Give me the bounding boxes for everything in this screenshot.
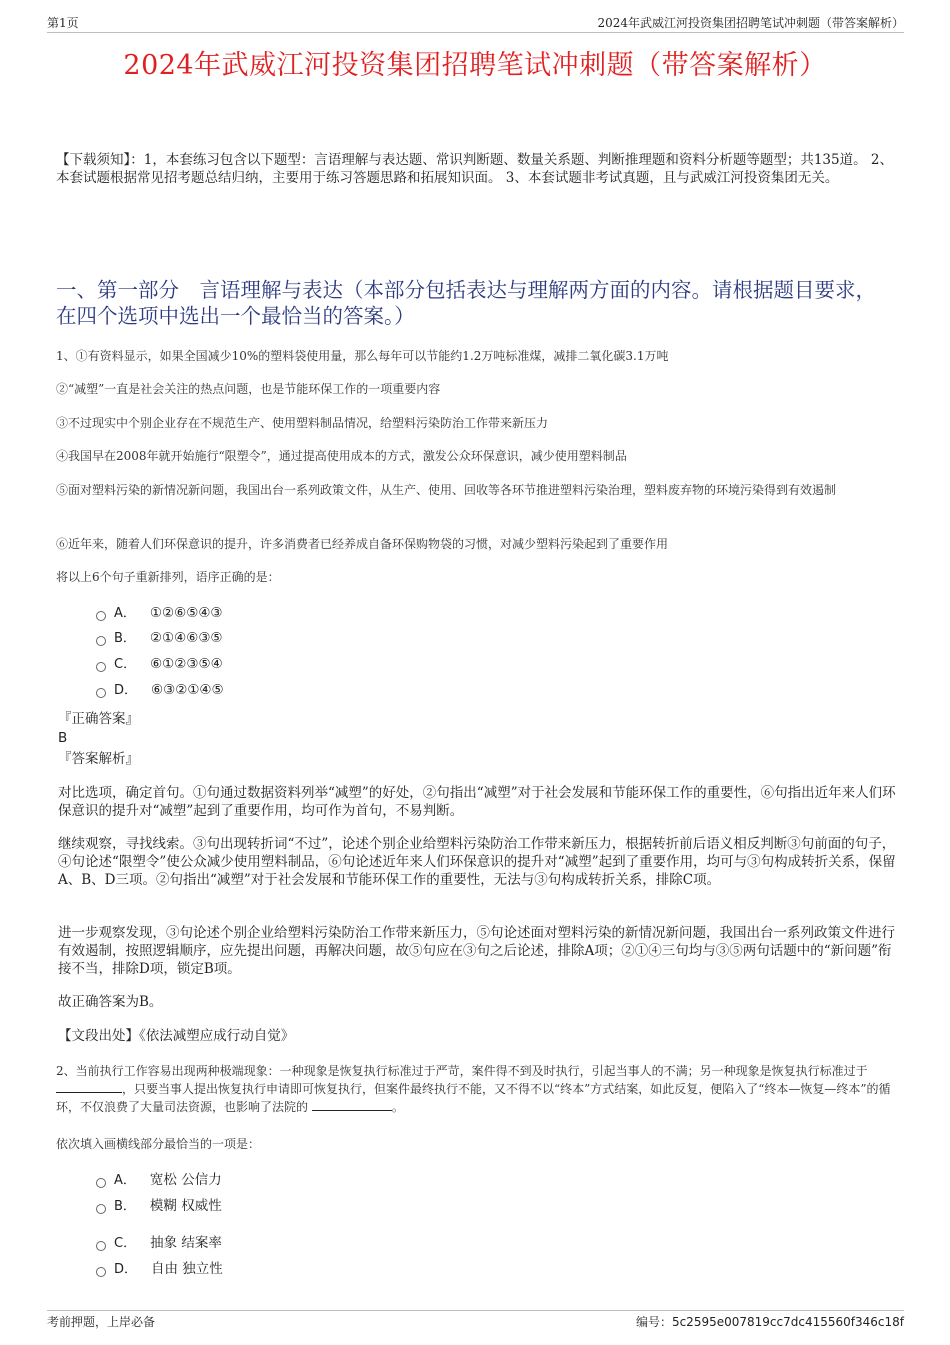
header-doc-title: 2024年武威江河投资集团招聘笔试冲刺题（带答案解析）	[597, 16, 904, 30]
answer-label: 『正确答案』	[58, 711, 139, 727]
analysis-paragraph-3: 进一步观察发现，③句论述个别企业给塑料污染防治工作带来新压力，⑤句论述面对塑料污染的新情况新问题，我国出台一系列政策文件进行有效遏制，按照逻辑顺序，应先提出问题，再解决问题，故⑤句应在③句之后论述，排除A项；②①④三句均与③⑤两句话题中的“新问题”衔接不当，排除D项，锁定B项。	[58, 925, 895, 977]
q1-option-b[interactable]: B． ②①④⑥③⑤	[96, 628, 223, 648]
radio-icon[interactable]	[96, 662, 106, 672]
page-title: 2024年武威江河投资集团招聘笔试冲刺题（带答案解析）	[123, 50, 827, 81]
section-heading: 一、第一部分 言语理解与表达（本部分包括表达与理解两方面的内容。请根据题目要求，在四个选项中选出一个最恰当的答案。）	[56, 278, 876, 328]
page-number: 第1页	[47, 16, 79, 30]
q2-option-a[interactable]: A． 宽松 公信力	[96, 1170, 222, 1190]
footer-divider	[47, 1310, 904, 1311]
q2-stem: 2、当前执行工作容易出现两种极端现象：一种现象是恢复执行标准过于严苛，案件得不到及时执行，引起当事人的不满；另一种现象是恢复执行标准过于 ，只要当事人提出恢复执行申请即可恢复执行，但案件最终执行不能，又不得不以“终本”方式结案，如此反复，便陷入了“终本—恢复—终本”的循环，不仅浪费了大量司法资源，也影响了法院的 。	[56, 1064, 891, 1114]
radio-icon[interactable]	[96, 688, 106, 698]
radio-icon[interactable]	[96, 1241, 106, 1251]
q1-sentence-1: 1、①有资料显示，如果全国减少10%的塑料袋使用量，那么每年可以节能约1.2万吨标准煤，减排二氧化碳3.1万吨	[56, 349, 669, 363]
analysis-paragraph-4: 故正确答案为B。	[58, 994, 163, 1010]
radio-icon[interactable]	[96, 611, 106, 621]
q1-prompt: 将以上6个句子重新排列，语序正确的是：	[56, 570, 280, 584]
analysis-paragraph-2: 继续观察，寻找线索。③句出现转折词“不过”，论述个别企业给塑料污染防治工作带来新压力，根据转折前后语义相反判断③句前面的句子，④句论述“限塑令”使公众减少使用塑料制品，⑥句论述近年来人们环保意识的提升对“减塑”起到了重要作用，均可与③句构成转折关系，保留A、B、D三项。②句指出“减塑”对于社会发展和节能环保工作的重要性，无法与③句构成转折关系，排除C项。	[58, 836, 896, 888]
q2-option-c[interactable]: C． 抽象 结案率	[96, 1233, 222, 1253]
radio-icon[interactable]	[96, 1267, 106, 1277]
q1-option-c[interactable]: C． ⑥①②③⑤④	[96, 654, 223, 674]
analysis-label: 『答案解析』	[58, 751, 139, 767]
answer-value: B	[58, 730, 68, 746]
footer-slogan: 考前押题，上岸必备	[47, 1315, 156, 1329]
q1-sentence-5: ⑤面对塑料污染的新情况新问题，我国出台一系列政策文件，从生产、使用、回收等各环节推进塑料污染治理，塑料废弃物的环境污染得到有效遏制	[56, 483, 837, 497]
footer-code: 编号：5c2595e007819cc7dc415560f346c18f	[635, 1315, 904, 1329]
header-divider	[47, 32, 904, 33]
q2-prompt: 依次填入画横线部分最恰当的一项是：	[56, 1137, 261, 1151]
q1-sentence-3: ③不过现实中个别企业存在不规范生产、使用塑料制品情况，给塑料污染防治工作带来新压力	[56, 416, 549, 430]
q1-option-d[interactable]: D． ⑥③②①④⑤	[96, 680, 224, 700]
download-notice: 【下载须知】：1，本套练习包含以下题型：言语理解与表达题、常识判断题、数量关系题、判断推理题和资料分析题等题型；共135道。 2、本套试题根据常见招考题总结归纳，主要用于练习答题思路和拓展知识面。 3、本套试题非考试真题，且与武威江河投资集团无关。	[56, 152, 893, 186]
q2-option-b[interactable]: B． 模糊 权威性	[96, 1196, 222, 1216]
q1-sentence-6: ⑥近年来，随着人们环保意识的提升，许多消费者已经养成自备环保购物袋的习惯，对减少塑料污染起到了重要作用	[56, 537, 669, 551]
q1-sentence-4: ④我国早在2008年就开始施行“限塑令”，通过提高使用成本的方式，激发公众环保意识，减少使用塑料制品	[56, 449, 627, 463]
radio-icon[interactable]	[96, 636, 106, 646]
radio-icon[interactable]	[96, 1178, 106, 1188]
radio-icon[interactable]	[96, 1204, 106, 1214]
q1-sentence-2: ②“减塑”一直是社会关注的热点问题，也是节能环保工作的一项重要内容	[56, 382, 441, 396]
fill-blank-1	[56, 1080, 122, 1093]
analysis-paragraph-1: 对比选项，确定首句。①句通过数据资料列举“减塑”的好处，②句指出“减塑”对于社会发展和节能环保工作的重要性，⑥句指出近年来人们环保意识的提升对“减塑”起到了重要作用，均可作为首句，不易判断。	[58, 785, 896, 819]
source-citation: 【文段出处】《依法减塑应成行动自觉》	[58, 1028, 295, 1044]
fill-blank-2	[312, 1098, 392, 1111]
q1-option-a[interactable]: A． ①②⑥⑤④③	[96, 603, 223, 623]
q2-option-d[interactable]: D． 自由 独立性	[96, 1259, 223, 1279]
